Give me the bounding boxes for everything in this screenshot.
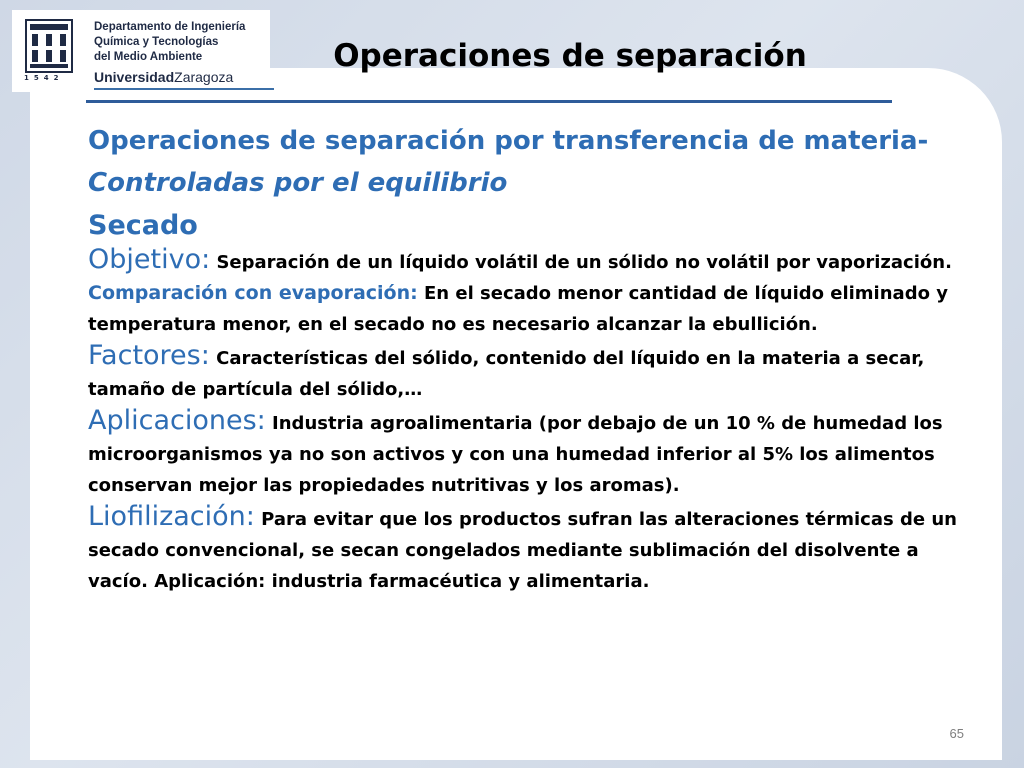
objective-label: Objetivo: xyxy=(88,244,211,275)
factors-text: Características del sólido, contenido del líquido en la materia a secar, tamaño de partícula del sólido,… xyxy=(88,348,925,400)
dept-line-2: Química y Tecnologías xyxy=(94,36,219,48)
dept-line-3: del Medio Ambiente xyxy=(94,51,203,63)
factors-paragraph xyxy=(88,340,968,405)
slide-subtitle xyxy=(88,120,948,204)
applications-text: Industria agroalimentaria (por debajo de un 10 % de humedad los microorganismos ya no son activos y con una humedad inferior al 5% los alimentos conservan mejor las propiedades nutritivas y los aromas). xyxy=(88,413,943,496)
subtitle-line-2: Controladas por el equilibrio xyxy=(88,168,508,198)
applications-label: Aplicaciones: xyxy=(88,405,266,436)
title-divider xyxy=(86,100,892,103)
logo-year: 1542 xyxy=(24,74,64,82)
comparison-label: Comparación con evaporación: xyxy=(88,282,418,304)
university-brand xyxy=(94,70,245,85)
lyophilization-paragraph xyxy=(88,501,968,597)
page-number: 65 xyxy=(949,726,964,741)
university-logo xyxy=(12,10,270,92)
objective-text: Separación de un líquido volátil de un sólido no volátil por vaporización. xyxy=(216,252,952,273)
applications-paragraph xyxy=(88,405,968,501)
slide-body xyxy=(88,208,968,597)
lyophilization-text: Para evitar que los productos sufran las alteraciones térmicas de un secado convencional, se secan congelados mediante sublimación del disolvente a vacío. Aplicación: industria farmacéutica y alimentaria. xyxy=(88,509,957,592)
comparison-paragraph xyxy=(88,278,968,340)
slide-title: Operaciones de separación xyxy=(333,38,807,74)
section-heading: Secado xyxy=(88,210,198,241)
subtitle-line-1: Operaciones de separación por transferencia de materia- xyxy=(88,126,929,156)
lyophilization-label: Liofilización: xyxy=(88,501,255,532)
brand-regular: Zaragoza xyxy=(174,69,234,85)
objective-paragraph xyxy=(88,244,968,278)
comparison-text: En el secado menor cantidad de líquido eliminado y temperatura menor, en el secado no es necesario alcanzar la ebullición. xyxy=(88,283,948,335)
logo-underline xyxy=(94,88,274,90)
dept-line-1: Departamento de Ingeniería xyxy=(94,21,246,33)
factors-label: Factores: xyxy=(88,340,210,371)
brand-bold: Universidad xyxy=(94,69,175,85)
department-name xyxy=(94,20,245,85)
